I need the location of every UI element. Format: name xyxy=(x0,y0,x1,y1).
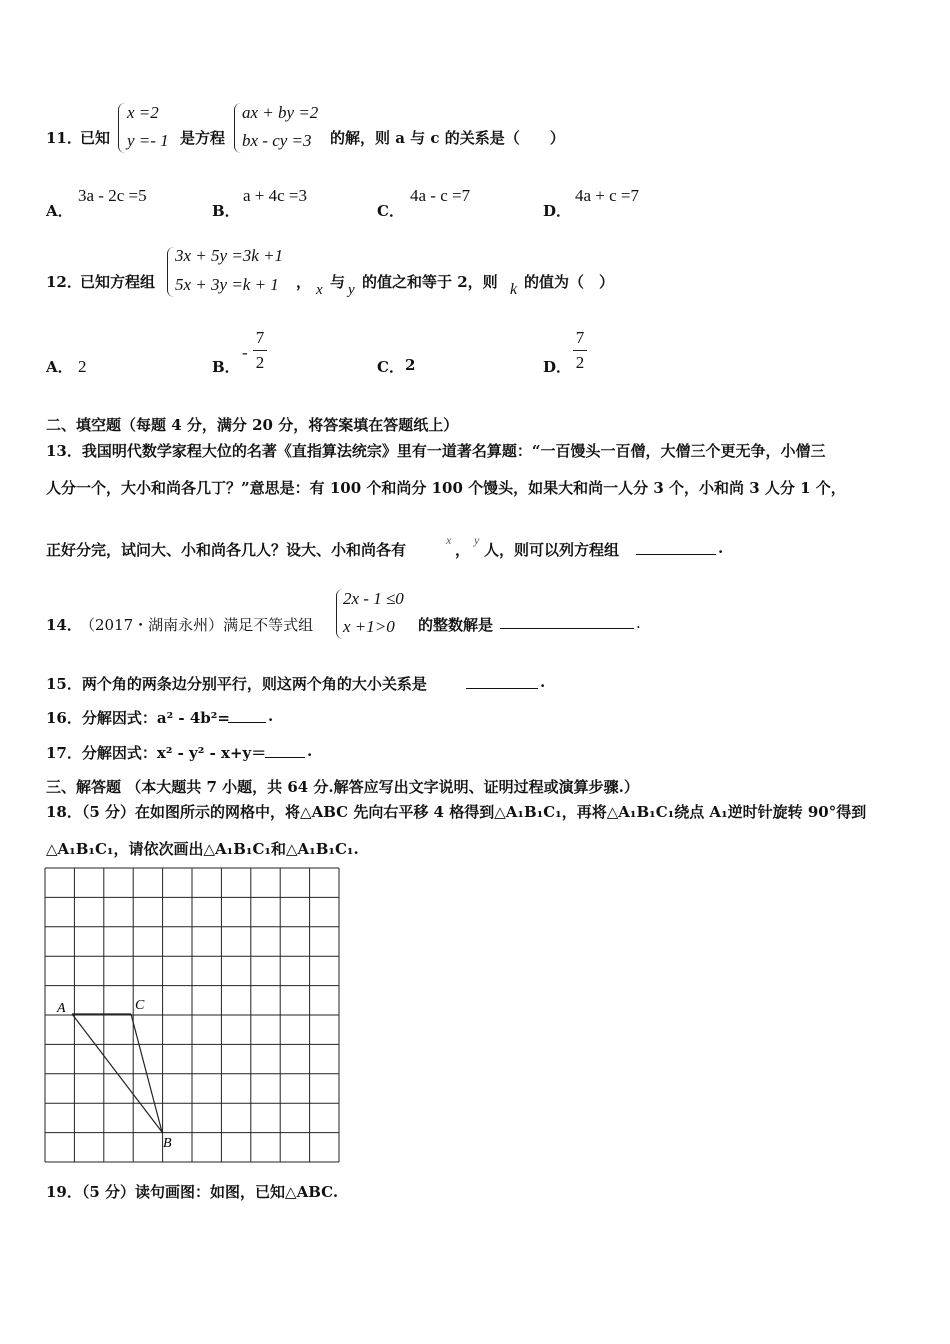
q11-option-a-label: A． xyxy=(46,202,73,220)
q16-text: 16．分解因式：a² - 4b²= xyxy=(46,709,230,727)
q11-option-a-value: 3a - 2c =5 xyxy=(78,186,147,205)
q14-number: 14． xyxy=(46,616,82,634)
q12-sys-line2: 5x + 3y =k + 1 xyxy=(175,275,279,294)
q12-option-d-numerator: 7 xyxy=(575,328,585,347)
q11-sys2-line1: ax + by =2 xyxy=(242,103,319,122)
q18-grid-figure xyxy=(40,860,350,1170)
q12-option-a-label: A． xyxy=(46,358,73,376)
q14-source: （2017・湖南永州）满足不等式组 xyxy=(80,616,314,634)
q14-suffix: 的整数解是 xyxy=(418,616,494,634)
q14-brace xyxy=(336,589,343,639)
q12-var-x: x xyxy=(316,282,323,298)
q12-prefix: 已知方程组 xyxy=(80,273,156,291)
q17-text: 17．分解因式：x² - y² - x+y＝ xyxy=(46,744,267,762)
q11-brace-1 xyxy=(118,103,125,153)
q12-option-b-numerator: 7 xyxy=(255,328,265,347)
q12-option-b-label: B． xyxy=(212,358,240,376)
q16-end: . xyxy=(268,707,274,725)
grid-lines xyxy=(45,868,339,1162)
q11-option-c-label: C． xyxy=(377,202,404,220)
q11-option-b-label: B． xyxy=(212,202,240,220)
q17-answer-blank[interactable] xyxy=(265,743,305,758)
q12-option-d-label: D． xyxy=(543,358,572,376)
q11-option-d-value: 4a + c =7 xyxy=(575,186,640,205)
q12-option-d-fraction xyxy=(573,328,587,373)
q14-answer-blank[interactable] xyxy=(500,614,634,629)
q12-option-a-value: 2 xyxy=(78,357,87,376)
q12-brace xyxy=(167,247,174,297)
q11-option-b-value: a + 4c =3 xyxy=(243,186,308,205)
q13-var-x: x xyxy=(446,533,452,547)
q15-text: 15．两个角的两条边分别平行，则这两个角的大小关系是 xyxy=(46,675,427,693)
q12-option-c-label: C． xyxy=(377,358,404,376)
q14-end: . xyxy=(636,614,641,632)
q12-var-y: y xyxy=(348,282,355,298)
q12-text2: 的值之和等于 2，则 xyxy=(362,273,498,291)
q18-line-2: △A₁B₁C₁，请依次画出△A₁B₁C₁和△A₁B₁C₁. xyxy=(46,840,359,858)
q12-option-b-denominator: 2 xyxy=(255,353,265,372)
q11-sys2-line2: bx - cy =3 xyxy=(242,131,312,150)
triangle-side-cb xyxy=(131,1014,162,1132)
q11-option-c-value: 4a - c =7 xyxy=(410,186,471,205)
q11-suffix: 的解，则 a 与 c 的关系是（ ） xyxy=(330,129,565,147)
q12-option-c-value: 2 xyxy=(405,356,416,374)
q11-prefix: 已知 xyxy=(80,129,111,147)
q16-answer-blank[interactable] xyxy=(228,708,266,723)
q11-number: 11． xyxy=(46,129,82,147)
q13-line-3a: 正好分完，试问大、小和尚各几人？设大、小和尚各有 xyxy=(46,541,407,559)
q12-option-b-fraction xyxy=(253,328,267,373)
q12-option-d-fraction-bar xyxy=(573,350,587,351)
q11-brace-2 xyxy=(234,103,241,153)
q13-line-1: 13．我国明代数学家程大位的名著《直指算法统宗》里有一道著名算题：“一百馒头一百僧，大僧三个更无争，小僧三 xyxy=(46,442,826,460)
q14-sys-line2: x +1>0 xyxy=(343,617,395,636)
q12-and: 与 xyxy=(330,273,346,291)
vertex-label-c: C xyxy=(135,998,145,1013)
q12-comma: ， xyxy=(296,273,312,291)
q11-option-d-label: D． xyxy=(543,202,572,220)
q15-end: . xyxy=(540,673,546,691)
q14-sys-line1: 2x - 1 ≤0 xyxy=(343,589,404,608)
section-3-heading: 三、解答题 （本大题共 7 小题，共 64 分.解答应写出文字说明、证明过程或演算步骤.） xyxy=(46,778,639,796)
q11-mid: 是方程 xyxy=(180,129,226,147)
q19-text: 19．（5 分）读句画图：如图，已知△ABC. xyxy=(46,1183,339,1201)
triangle-side-ab xyxy=(72,1014,162,1132)
q12-option-d-denominator: 2 xyxy=(575,353,585,372)
q12-option-b-sign: - xyxy=(242,343,248,362)
vertex-label-b: B xyxy=(163,1136,172,1151)
q13-line-2: 人分一个，大小和尚各几丁？”意思是：有 100 个和尚分 100 个馒头，如果大和尚一人分 3 个，小和尚 3 人分 1 个， xyxy=(46,479,846,497)
q12-var-k: k xyxy=(510,281,518,298)
q12-sys-line1: 3x + 5y =3k +1 xyxy=(175,246,284,265)
q13-var-y: y xyxy=(474,533,480,547)
q13-end: . xyxy=(718,539,724,557)
q17-end: . xyxy=(307,742,313,760)
q11-sys1-line2: y =- 1 xyxy=(127,131,169,150)
vertex-label-a: A xyxy=(57,1001,66,1016)
q13-line-3b: 人，则可以列方程组 xyxy=(484,541,620,559)
q12-number: 12． xyxy=(46,273,82,291)
q15-answer-blank[interactable] xyxy=(466,674,538,689)
q13-sep: ， xyxy=(455,541,471,559)
q11-sys1-line1: x =2 xyxy=(127,103,159,122)
q12-option-b-fraction-bar xyxy=(253,350,267,351)
section-2-heading: 二、填空题（每题 4 分，满分 20 分，将答案填在答题纸上） xyxy=(46,416,459,434)
q18-line-1: 18．（5 分）在如图所示的网格中，将△ABC 先向右平移 4 格得到△A₁B₁C₁，再将△A₁B₁C₁绕点 A₁逆时针旋转 90°得到 xyxy=(46,803,867,821)
q13-answer-blank[interactable] xyxy=(636,540,716,555)
q12-text3: 的值为（ ） xyxy=(524,273,615,291)
